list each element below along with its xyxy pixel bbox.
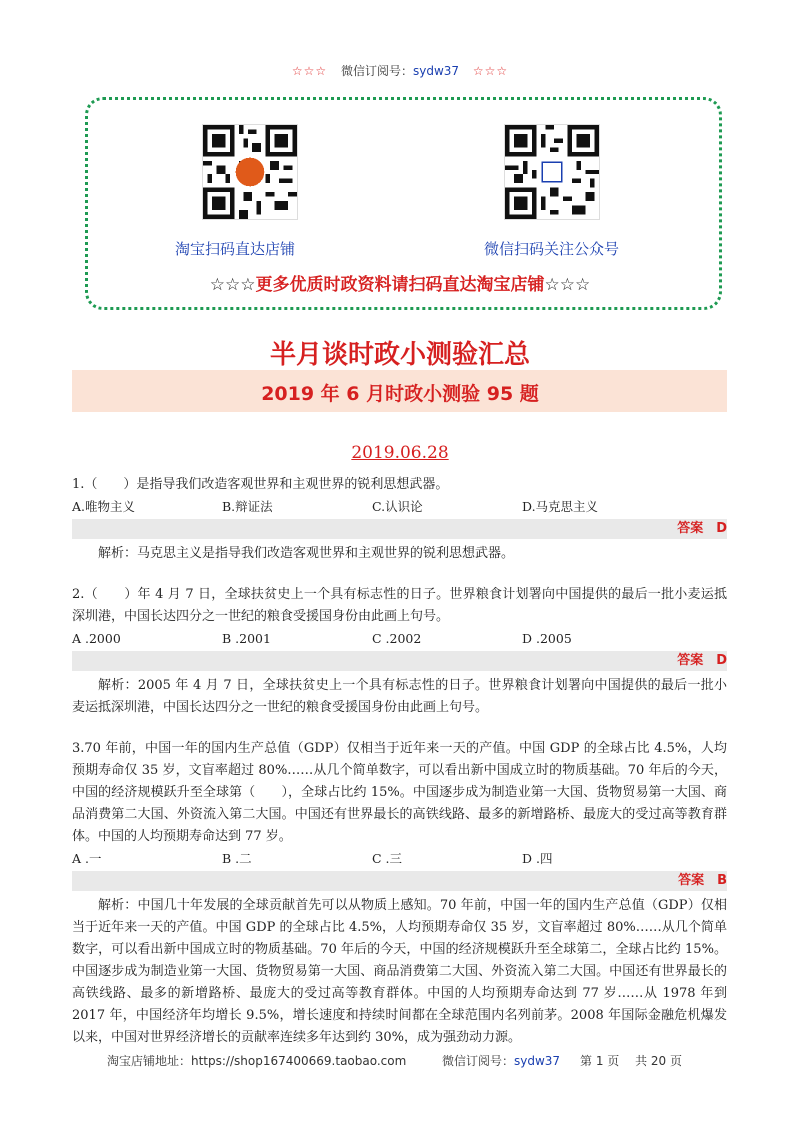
answer-label: 答案 B <box>678 873 727 888</box>
question-stem: 1.（ ）是指导我们改造客观世界和主观世界的锐利思想武器。 <box>72 477 449 492</box>
footer-subscription: 微信订阅号：sydw37 <box>442 1054 561 1068</box>
question-options <box>72 496 727 518</box>
question-2 <box>72 584 727 719</box>
star-decoration-left: ☆☆☆ <box>291 64 328 78</box>
promo-line <box>0 270 800 295</box>
question-analysis: 解析：中国几十年发展的全球贡献首先可以从物质上感知。70 年前，中国一年的国内生产总值（GDP）仅相当于近年来一天的产值。中国 GDP 的全球占比 4.5%，人均预期寿命仅 35 岁，文盲率超过 80%……从几个简单数字，可以看出新中国成立时的物质基础。70 年后的今天，中国的经济规模跃升至全球第二，全球占比约 15%。中国逐步成为制造业第一大国、货物贸易第一大国、商品消费第二大国、外资流入第二大国。中国还有世界最长的高铁线路、最多的新增路桥、最庞大的受过高等教育群体。中国的人均预期寿命达到 77 岁……从 1978 年到 2017 年，中国经济年均增长 9.5%，增长速度和持续时间都在全球范围内名列前茅。2008 年国际金融危机爆发以来，中国对世界经济增长的贡献率连续多年达到约 30%，成为强劲动力源。 <box>72 898 727 1045</box>
option-a: A.唯物主义 <box>72 499 136 514</box>
page-title: 半月谈时政小测验汇总 <box>269 340 530 370</box>
promo-stars-left: ☆☆☆ <box>209 275 256 295</box>
question-list <box>72 474 727 1049</box>
question-3 <box>72 738 727 1049</box>
option-b: B.辩证法 <box>222 499 273 514</box>
option-b: B .二 <box>222 851 252 866</box>
subscription-id: sydw37 <box>412 64 460 78</box>
question-options <box>72 628 727 650</box>
answer-bar <box>72 651 727 671</box>
answer-label: 答案 D <box>677 653 727 668</box>
option-d: D .四 <box>522 851 553 866</box>
option-c: C .三 <box>372 851 403 866</box>
option-a: A .2000 <box>72 631 121 646</box>
subscription-header <box>0 62 800 79</box>
promo-stars-right: ☆☆☆ <box>544 275 591 295</box>
footer-subscription-id: sydw37 <box>514 1054 561 1068</box>
question-stem: 3.70 年前，中国一年的国内生产总值（GDP）仅相当于近年来一天的产值。中国 GDP 的全球占比 4.5%，人均预期寿命仅 35 岁，文盲率超过 80%……从几个简单数字，可以看出新中国成立时的物质基础。70 年后的今天，中国的经济规模跃升至全球第（ ），全球占比约 15%。中国逐步成为制造业第一大国、货物贸易第一大国、商品消费第二大国、外资流入第二大国。中国还有世界最长的高铁线路、最多的新增路桥、最庞大的受过高等教育群体。中国的人均预期寿命达到 77 岁。 <box>72 741 727 844</box>
question-1 <box>72 474 727 565</box>
option-c: C.认识论 <box>372 499 423 514</box>
answer-bar <box>72 871 727 891</box>
page-subtitle: 2019 年 6 月时政小测验 95 题 <box>261 383 539 405</box>
answer-bar <box>72 519 727 539</box>
taobao-qr-caption: 淘宝扫码直达店铺 <box>175 240 296 258</box>
option-d: D.马克思主义 <box>522 499 599 514</box>
promo-text: 更多优质时政资料请扫码直达淘宝店铺 <box>255 275 545 295</box>
option-d: D .2005 <box>522 631 572 646</box>
question-options <box>72 848 727 870</box>
quiz-date: 2019.06.28 <box>351 443 449 463</box>
question-analysis: 解析：马克思主义是指导我们改造客观世界和主观世界的锐利思想武器。 <box>98 546 515 561</box>
wechat-qr-caption: 微信扫码关注公众号 <box>484 240 620 258</box>
option-c: C .2002 <box>372 631 422 646</box>
subscription-label: 微信订阅号：sydw37 <box>340 64 460 78</box>
wechat-qr-code[interactable] <box>504 124 600 220</box>
page-number: 第 1 页 共 20 页 <box>580 1054 682 1068</box>
star-decoration-right: ☆☆☆ <box>472 64 509 78</box>
taobao-qr-code[interactable] <box>202 124 298 220</box>
option-b: B .2001 <box>222 631 271 646</box>
option-a: A .一 <box>72 851 102 866</box>
question-stem: 2.（ ）年 4 月 7 日，全球扶贫史上一个具有标志性的日子。世界粮食计划署向中国提供的最后一批小麦运抵深圳港，中国长达四分之一世纪的粮食受援国身份由此画上句号。 <box>72 587 727 624</box>
question-analysis: 解析：2005 年 4 月 7 日，全球扶贫史上一个具有标志性的日子。世界粮食计划署向中国提供的最后一批小麦运抵深圳港，中国长达四分之一世纪的粮食受援国身份由此画上句号。 <box>72 678 727 715</box>
shop-address[interactable]: 淘宝店铺地址：https://shop167400669.taobao.com <box>107 1054 407 1068</box>
answer-label: 答案 D <box>677 521 727 536</box>
